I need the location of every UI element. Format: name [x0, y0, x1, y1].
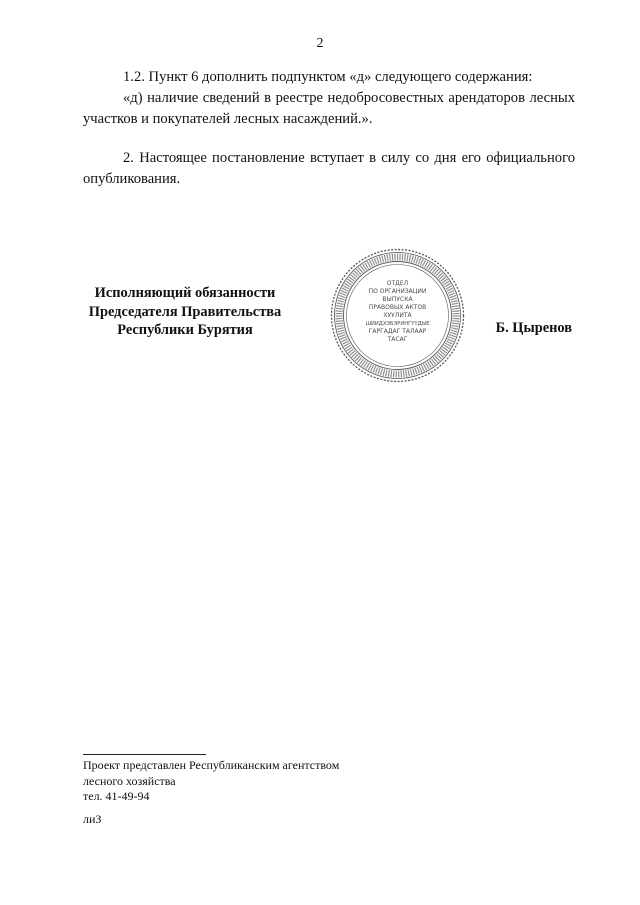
- seal-text-line: ВЫПУСКА: [382, 296, 413, 303]
- signatory-position-line: Республики Бурятия: [117, 322, 253, 338]
- footnote-divider: [83, 754, 206, 755]
- paragraph-effective-date: 2. Настоящее постановление вступает в силу со дня его официального опубликования.: [83, 150, 575, 187]
- seal-text-line: ТАСАГ: [387, 336, 408, 343]
- document-code: лиЗ: [83, 811, 102, 826]
- paragraph-amendment-text: «д) наличие сведений в реестре недобросовестных арендаторов лесных участков и покупателей лесных насаждений.».: [83, 90, 575, 127]
- seal-text-line: ПРАВОВЫХ АКТОВ: [368, 304, 427, 311]
- official-seal-stamp: [330, 248, 465, 383]
- seal-text-line: ХУУЛИТА: [383, 312, 412, 319]
- seal-text-line: ШИИДХЭБЭРИНГҮҮДЫЕ: [365, 321, 430, 327]
- seal-text-line: ОТДЕЛ: [386, 280, 409, 287]
- signatory-position: [70, 284, 300, 340]
- paragraph-gap: [83, 130, 575, 148]
- paragraph-amendment-intro: 1.2. Пункт 6 дополнить подпунктом «д» следующего содержания:: [123, 69, 533, 85]
- page-number: 2: [316, 36, 324, 51]
- footnote-line: лесного хозяйства: [83, 773, 176, 788]
- signatory-position-line: Председателя Правительства: [88, 303, 282, 320]
- seal-text-line: ПО ОРГАНИЗАЦИИ: [368, 288, 427, 295]
- signatory-position-line: Исполняющий обязанности: [94, 285, 276, 301]
- document-body: [83, 67, 575, 190]
- footnote-line: тел. 41-49-94: [83, 789, 150, 803]
- footnote: [83, 758, 403, 827]
- signatory-name: Б. Цыренов: [495, 320, 572, 336]
- footnote-line: Проект представлен Республиканским агентством: [83, 758, 340, 772]
- seal-text-line: ГАРГАДАГ ТАЛААР: [368, 328, 427, 335]
